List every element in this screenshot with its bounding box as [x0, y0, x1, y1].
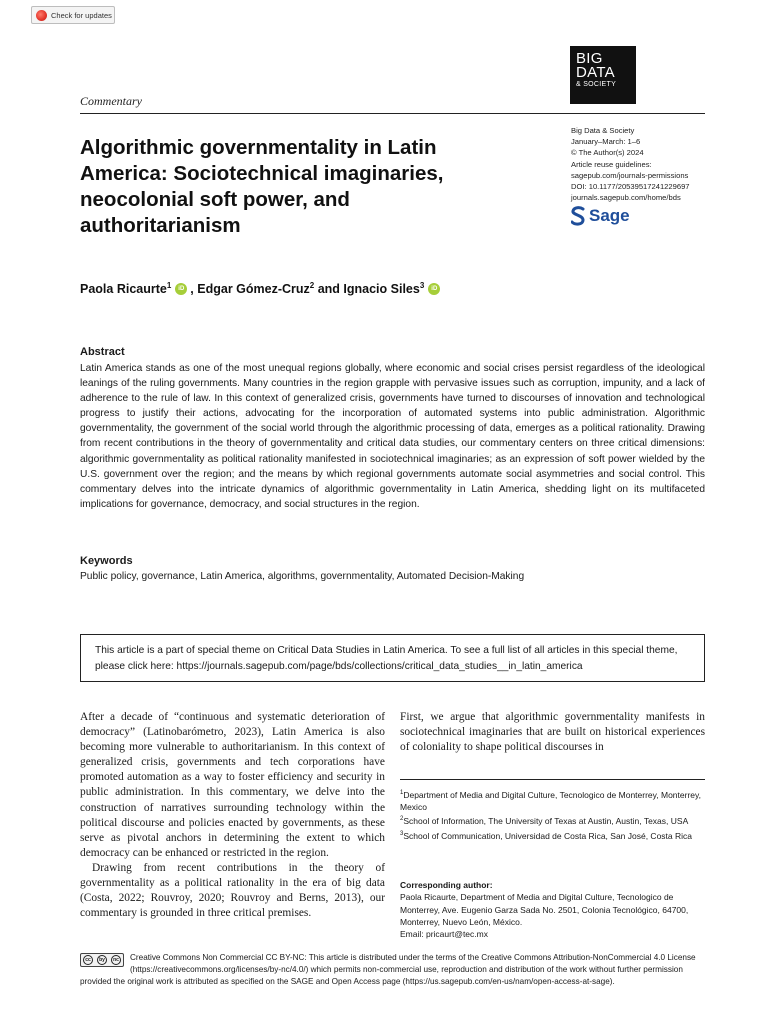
- journal-logo-line2: DATA: [576, 64, 615, 81]
- special-theme-box: [80, 634, 705, 682]
- body-paragraph: Drawing from recent contributions in the theory of governmentality as a political rationality in the era of big data (Costa, 2022; Rouvroy, 2020; Rouvroy and Berns, 2013), our commentary is grounded in three critical premises.: [80, 861, 385, 920]
- reuse-link[interactable]: sagepub.com/journals-permissions: [571, 170, 689, 180]
- author-name: and Ignacio Siles: [317, 282, 420, 296]
- license-text: Creative Commons Non Commercial CC BY-NC: This article is distributed under the terms of the Creative Commons Attribution-NonCommercial 4.0 License (https://creativecommons.org/licenses/by-nc/4.0/) which permits non-commercial use, reproduction and distribution of the work without further permission provided the original work is attributed as specified on the SAGE and Open Access page (https://us.sagepub.com/en-us/nam/open-access-at-sage).: [80, 953, 696, 986]
- header-divider: [80, 113, 705, 114]
- doi[interactable]: DOI: 10.1177/20539517241229697: [571, 182, 690, 192]
- crossmark-icon: [36, 10, 47, 21]
- check-for-updates-label: Check for updates: [51, 10, 112, 20]
- journal-logo-line1: BIG: [576, 50, 603, 67]
- check-for-updates-button[interactable]: [31, 6, 115, 24]
- footnote-divider: [400, 779, 705, 780]
- author-affiliation-sup: 1: [166, 280, 172, 290]
- section-label: Commentary: [80, 94, 142, 108]
- journal-logo-line3: & SOCIETY: [576, 81, 617, 88]
- journal-name: Big Data & Society: [571, 126, 635, 135]
- article-metadata: [571, 125, 721, 203]
- corresponding-email[interactable]: Email: pricaurt@tec.mx: [400, 929, 488, 940]
- journal-homepage-link[interactable]: journals.sagepub.com/home/bds: [571, 193, 681, 203]
- corresponding-address: Paola Ricaurte, Department of Media and Digital Culture, Tecnologico de Monterrey, Ave. Eugenio Garza Sada No. 2501, Colonia Tecnológico, 64700, Monterrey, Nuevo León, México.: [400, 892, 689, 927]
- keywords-heading: Keywords: [80, 555, 133, 567]
- author-list: [80, 282, 443, 296]
- reuse-label: Article reuse guidelines:: [571, 159, 652, 169]
- affiliations: [400, 787, 705, 842]
- orcid-icon[interactable]: iD: [175, 283, 187, 295]
- author-name: Edgar Gómez-Cruz: [197, 282, 310, 296]
- body-column-right: [400, 710, 705, 755]
- publisher-name: Sage: [589, 206, 630, 225]
- abstract-heading: Abstract: [80, 346, 125, 358]
- issue-info: January–March: 1–6: [571, 137, 641, 147]
- corresponding-heading: Corresponding author:: [400, 880, 493, 890]
- keywords-list: Public policy, governance, Latin America, algorithms, governmentality, Automated Decision-Making: [80, 571, 525, 582]
- affiliation-item: $^3$School of Communication, Universidad de Costa Rica, San José, Costa Rica: [400, 830, 693, 841]
- body-paragraph: After a decade of “continuous and systematic deterioration of democracy” (Latinobarómetro, 2023), Latin America is also becoming more vulnerable to authoritarianism. In this context of generalized crisis, governments and tech corporations have promoted automation as a way to foster efficiency and security in public administration. In this commentary, we delve into the construction of narratives surrounding technology within the political discourse and policies enacted by governments, as these serve as pivotal anchors in determining the extent to which democracy can be enhanced or restricted in the region.: [80, 711, 385, 859]
- author-separator: ,: [190, 282, 194, 296]
- sage-s-icon: [571, 206, 585, 226]
- by-icon: by: [97, 955, 107, 965]
- nc-icon: nc: [111, 955, 121, 965]
- orcid-icon[interactable]: iD: [428, 283, 440, 295]
- cc-icon: cc: [83, 955, 93, 965]
- corresponding-author: [400, 879, 705, 940]
- author-name: Paola Ricaurte: [80, 282, 167, 296]
- copyright: © The Author(s) 2024: [571, 148, 644, 158]
- body-paragraph: First, we argue that algorithmic governmentality manifests in sociotechnical imaginaries that are built on historical experiences of coloniality to shape political discourses in: [400, 711, 705, 754]
- abstract-body: Latin America stands as one of the most unequal regions globally, where economic and social crises persist regardless of the ideological leanings of the ruling governments. Many countries in the region grapple with pervasive issues such as corruption, impunity, and a lack of adherence to the rule of law. In this context of generalized crisis, governments have turned to discourses of innovation and technological progress to justify their actions, advocating for the incorporation of automated systems into public administration. Algorithmic governmentality, the government of the social world through the algorithmic processing of data, emerges as a political rationality. Drawing from recent contributions in the theory of governmentality and critical data studies, our commentary centers on three critical dimensions: algorithmic governmentality as political rationality manifested in sociotechnical imaginaries; as an expression of soft power wielded by the U.S. government over the region; and the means by which regional governments automate social asymmetries and social control. This commentary delves into the intricate dynamics of algorithmic governmentality in Latin America, shedding light on its multifaceted implications for governance, democracy, and social structures in the region.: [80, 363, 705, 510]
- affiliation-item: $^2$School of Information, The University of Texas at Austin, Austin, Texas, USA: [400, 816, 689, 827]
- author-affiliation-sup: 2: [309, 280, 315, 290]
- author-affiliation-sup: 3: [419, 280, 425, 290]
- article-title: Algorithmic governmentality in Latin America: Sociotechnical imaginaries, neocolonial soft power, and authoritarianism: [80, 136, 444, 237]
- cc-by-nc-badge-icon: [80, 953, 124, 967]
- body-column-left: [80, 710, 385, 921]
- special-theme-text[interactable]: This article is a part of special theme on Critical Data Studies in Latin America. To see a full list of all articles in this special theme, please click here: https://journals.sagepub.com/page/bds/collections/critical_data_studies__in_latin_america: [95, 645, 678, 672]
- journal-logo: [570, 46, 636, 104]
- publisher-logo: [571, 206, 630, 226]
- affiliation-item: $^1$Department of Media and Digital Culture, Tecnologico de Monterrey, Monterrey, Mexico: [400, 789, 701, 813]
- license-notice: [80, 952, 705, 987]
